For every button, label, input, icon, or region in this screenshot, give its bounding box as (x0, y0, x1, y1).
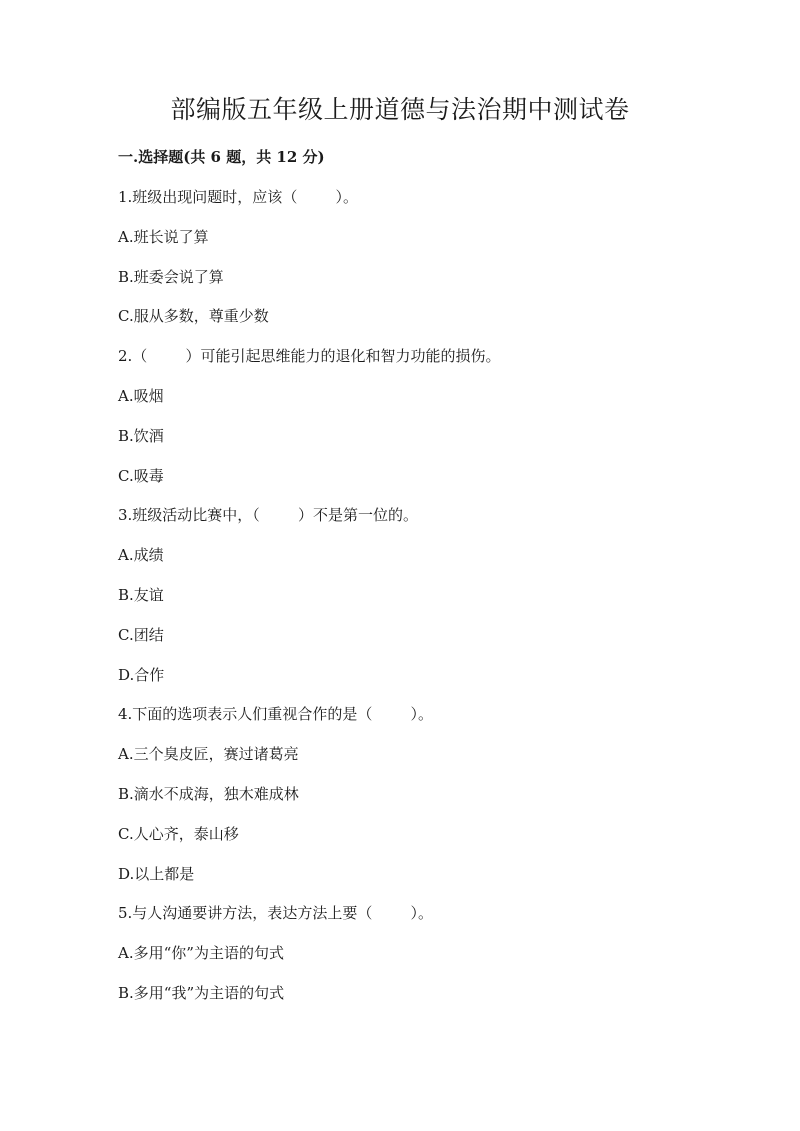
question-stem: 3.班级活动比赛中，（ ）不是第一位的。 (118, 506, 418, 525)
option-item: C.服从多数，尊重少数 (118, 307, 269, 326)
option-item: B.饮酒 (118, 426, 164, 445)
question-list (118, 186, 718, 1022)
option-item: C.团结 (118, 625, 164, 644)
option-item: B.滴水不成海，独木难成林 (118, 784, 299, 803)
option-item: A.三个臭皮匠，赛过诸葛亮 (118, 745, 299, 764)
question-stem: 2.（ ）可能引起思维能力的退化和智力功能的损伤。 (118, 347, 501, 366)
page-title: 部编版五年级上册道德与法治期中测试卷 (170, 95, 630, 124)
option-item: A.成绩 (118, 546, 164, 565)
section-heading: 一.选择题(共 6 题，共 12 分) (118, 148, 325, 166)
option-item: C.人心齐，泰山移 (118, 824, 239, 843)
option-item: B.班委会说了算 (118, 267, 224, 286)
option-item: D.合作 (118, 665, 165, 684)
option-item: D.以上都是 (118, 864, 195, 883)
option-item: A.班长说了算 (118, 227, 209, 246)
option-item: C.吸毒 (118, 466, 164, 485)
question-stem: 4.下面的选项表示人们重视合作的是（ ）。 (118, 705, 433, 724)
question-stem: 1.班级出现问题时，应该（ ）。 (118, 188, 358, 206)
option-item: B.友谊 (118, 585, 164, 604)
question-stem: 5.与人沟通要讲方法，表达方法上要（ ）。 (118, 904, 433, 923)
option-item: B.多用“我”为主语的句式 (118, 983, 285, 1002)
option-item: A.多用“你”为主语的句式 (118, 944, 284, 963)
option-item: A.吸烟 (118, 386, 164, 405)
